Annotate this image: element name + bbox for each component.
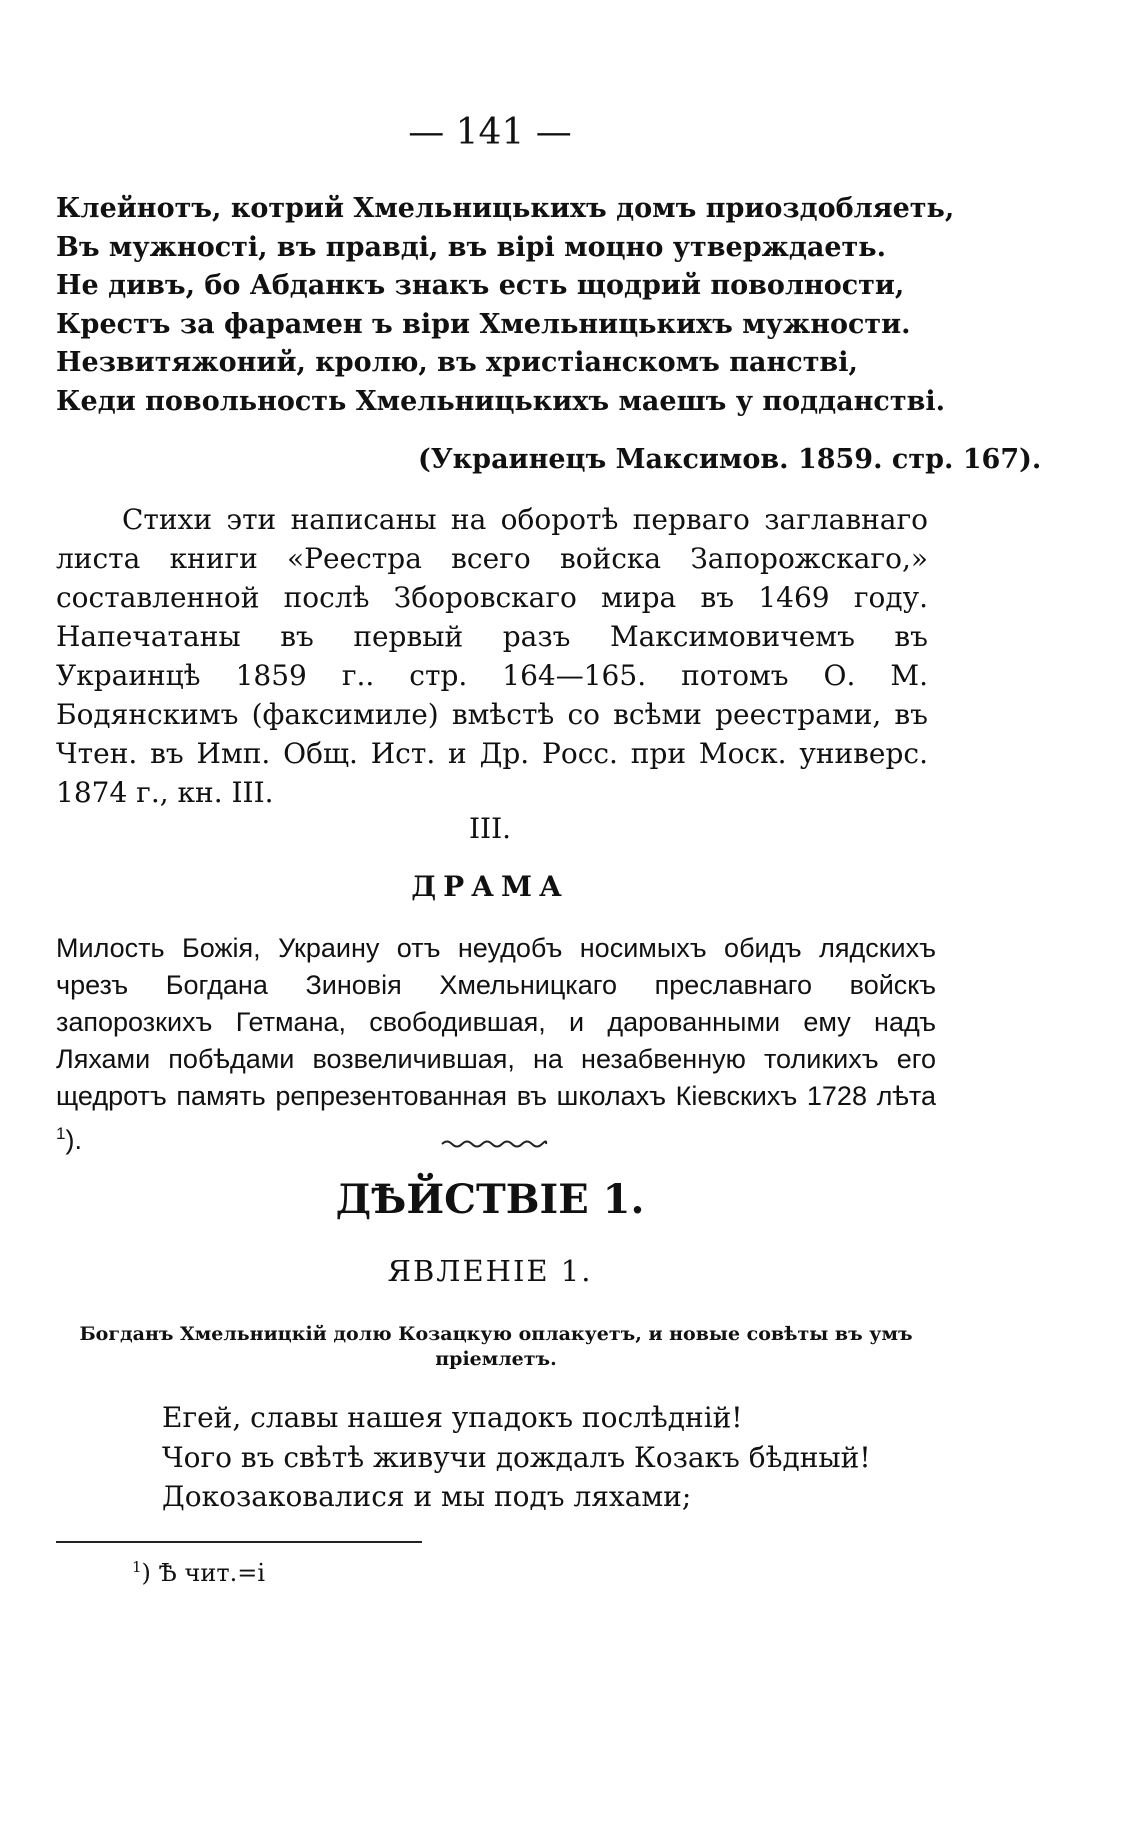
drama-title-text: Милость Божія, Украину отъ неудобъ носимыхъ обидъ лядскихъ чрезъ Богдана Зиновія Хмельницкаго преславнаго войскъ запорозкихъ Гетмана, свободившая, и дарованными ему надъ Ляхами побѣдами возвеличившая, на незабвенную толикихъ его щедротъ память репрезентованная въ школахъ Кіевскихъ 1728 лѣта (56, 933, 936, 1111)
drama-full-title (56, 930, 936, 1159)
footnote-ref: 1 (56, 1124, 66, 1143)
editorial-note (56, 500, 928, 812)
verse-block-1 (56, 190, 954, 421)
verse-line: Кеди повольность Хмельницькихъ маешъ у подданстві. (56, 385, 946, 417)
verse-line: Незвитяжоний, кролю, въ христіанскомъ панстві, (56, 347, 858, 378)
verse-block-2 (162, 1398, 871, 1517)
section-title: ДРАМА (411, 870, 569, 903)
source-citation: (Украинецъ Максимов. 1859. стр. 167). (418, 444, 1042, 475)
verse-line: Докозаковалися и мы подъ ляхами; (162, 1480, 692, 1513)
footnote (132, 1558, 265, 1587)
footnote-text: ) Ѣ чит.=і (141, 1559, 266, 1587)
editorial-note-text: Стихи эти написаны на оборотѣ перваго заглавнаго листа книги «Реестра всего войска Запорожскаго,» составленной послѣ Зборовскаго мира въ 1469 году. Напечатаны въ первый разъ Максимовичемъ въ Украинцѣ 1859 г.. стр. 164—165. потомъ О. М. Бодянскимъ (факсимиле) вмѣстѣ со всѣми реестрами, въ Чтен. въ Имп. Общ. Ист. и Др. Росс. при Моск. универс. 1874 г., кн. III. (56, 503, 928, 809)
section-number: III. (468, 812, 512, 845)
footnote-rule (56, 1541, 422, 1543)
ornament-divider (440, 1136, 548, 1152)
verse-line: Въ мужності, въ правді, въ вірі моцно утверждаеть. (56, 231, 886, 263)
page-number: — 141 — (408, 112, 572, 153)
scene-heading: ЯВЛЕНІЕ 1. (387, 1254, 593, 1288)
verse-line: Крестъ за фарамен ъ віри Хмельницькихъ мужности. (56, 308, 911, 340)
verse-line: Клейнотъ, котрий Хмельницькихъ домъ приоздобляеть, (56, 193, 955, 224)
act-heading: ДѢЙСТВІЕ 1. (335, 1176, 645, 1223)
verse-line: Чого въ свѣтѣ живучи дождалъ Козакъ бѣдный! (162, 1440, 871, 1474)
drama-title-end: ). (65, 1125, 82, 1155)
verse-line: Егей, славы нашея упадокъ послѣдній! (162, 1401, 743, 1434)
footnote-marker: 1 (132, 1558, 142, 1576)
stage-direction: Богданъ Хмельницкій долю Козацкую оплакуетъ, и новые совѣты въ умъ пріемлетъ. (79, 1323, 913, 1370)
verse-line: Не дивъ, бо Абданкъ знакъ есть щодрий поволности, (56, 270, 905, 301)
